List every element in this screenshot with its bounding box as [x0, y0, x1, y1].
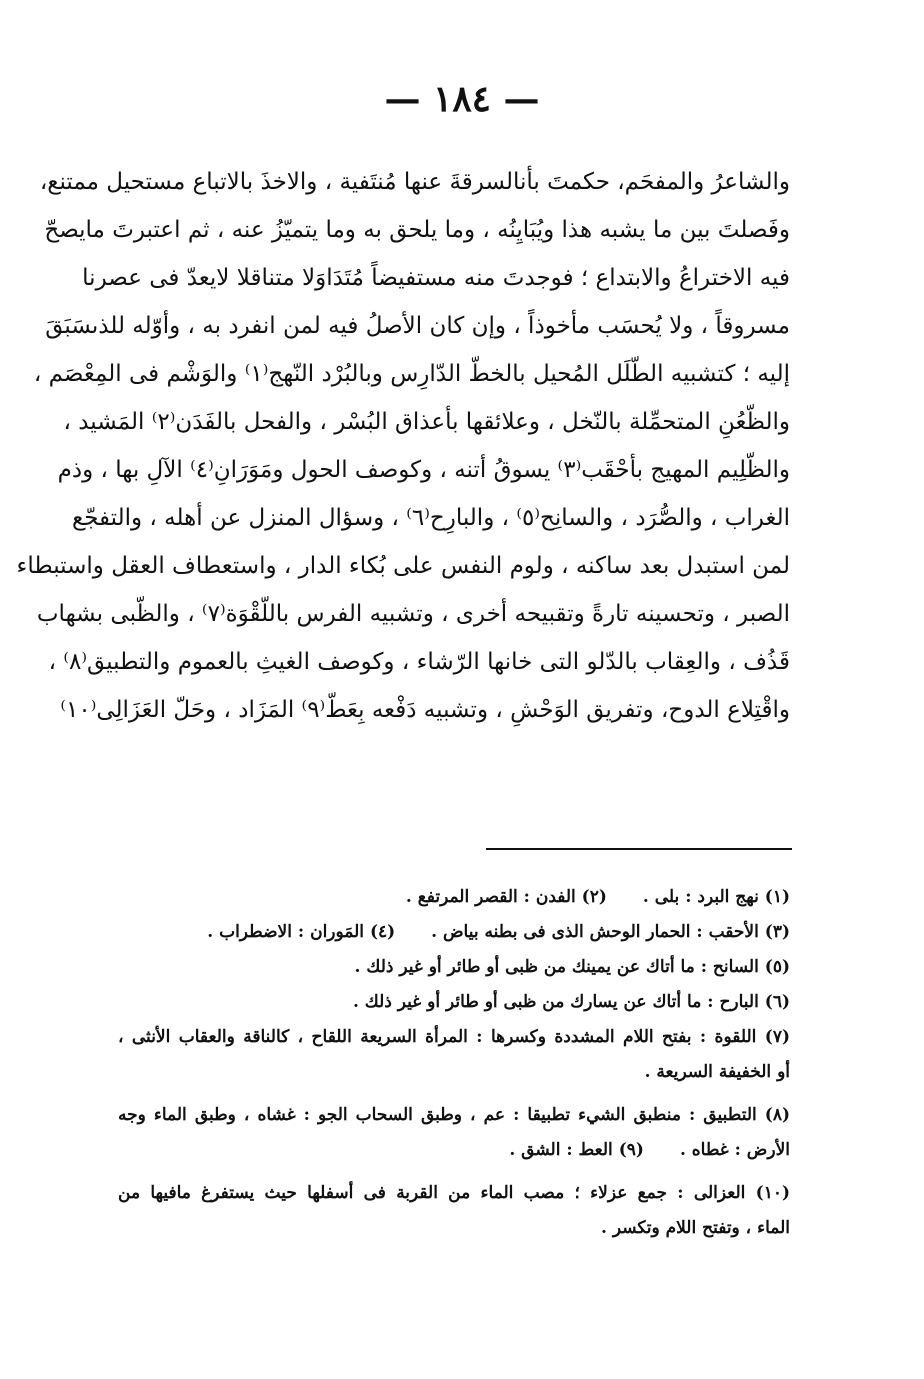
footnote-8: (٨) التطبيق : منطبق الشيء تطبيقا : عم ، وطبق السحاب الجو : غشاه ، وطبق الماء وجه — [118, 1105, 790, 1125]
footnote-7: (٧) اللقوة : بفتح اللام المشددة وكسرها : المرأة السريعة اللقاح ، كالناقة والعقاب الأنثى ، — [118, 1027, 790, 1047]
footnote-1: (١) نهج البرد : بلى . — [642, 887, 790, 907]
body-line: وفَصلتَ بين ما يشبه هذا ويُبَايِنُه ، وما يلحق به وما يتميّزُ عنه ، ثم اعتبرتَ مايصحّ — [44, 217, 790, 243]
footnote-10: (١٠) العزالى : جمع عزلاء ؛ مصب الماء من القربة فى أسفلها حيث يستفرغ مافيها من — [118, 1183, 790, 1203]
body-line: واقْتِلاع الدوح، وتفريق الوَحْشِ ، وتشبيه دَفْعه بِعَطّ⁽٩⁾ المَزَاد ، وحَلّ العَزَالِى⁽١٠⁾ — [60, 697, 790, 723]
footnote-8-continuation: الأرض : غطاه . — [679, 1140, 790, 1160]
footnotes — [118, 880, 790, 1246]
body-line: والشاعرُ والمفحَم، حكمتَ بأنالسرقةَ عنها مُنتَفية ، والاخذَ بالاتباع مستحيل ممتنع، — [39, 169, 790, 195]
body-line: الغراب ، والصُّرَد ، والسانِح⁽٥⁾ ، والبارِح⁽٦⁾ ، وسؤال المنزل عن أهله ، والتفجّع — [71, 505, 790, 531]
body-line: والظّلِيم المهيج بأحْقَب⁽٣⁾ يسوقُ أتنه ، وكوصف الحول ومَوَرَانِ⁽٤⁾ الآلِ بها ، وذم — [57, 457, 790, 483]
body-line: الصبر ، وتحسينه تارةً وتقبيحه أخرى ، وتشبيه الفرس باللّقْوَة⁽٧⁾ ، والظّبى بشهاب — [36, 601, 790, 627]
body-line: مسروقاً ، ولا يُحسَب مأخوذاً ، وإن كان الأصلُ فيه لمن انفرد به ، وأوّله للذىسَبَقَ — [45, 313, 790, 339]
footnote-2: (٢) الفدن : القصر المرتفع . — [405, 887, 607, 907]
page-number: — ١٨٤ — — [384, 78, 540, 120]
body-line: فيه الاختراعُ والابتداع ؛ فوجدتَ منه مستفيضاً مُتَدَاوَلا متناقلا لايعدّ فى عصرنا — [82, 265, 790, 291]
footnote-row — [118, 1133, 790, 1168]
footnote-row — [118, 880, 790, 915]
body-line: إليه ؛ كتشبيه الطّلَل المُحيل بالخطّ الدّارِس وبالبُرْد النّهج⁽١⁾ والوَشْم فى المِعْصَم ، — [33, 361, 790, 387]
body-text — [16, 158, 790, 734]
footnote-4: (٤) المَوران : الاضطراب . — [207, 922, 396, 942]
footnote-divider — [486, 848, 792, 850]
footnote-9: (٩) العط : الشق . — [509, 1140, 644, 1160]
footnote-5: (٥) السانح : ما أتاك عن يمينك من ظبى أو طائر أو غير ذلك . — [354, 957, 790, 977]
footnote-7-continuation: أو الخفيفة السريعة . — [644, 1062, 790, 1082]
footnote-row — [118, 915, 790, 950]
footnote-6: (٦) البارح : ما أتاك عن يسارك من ظبى أو طائر أو غير ذلك . — [352, 992, 790, 1012]
footnote-3: (٣) الأحقب : الحمار الوحش الذى فى بطنه بياض . — [431, 922, 790, 942]
body-line: لمن استبدل بعد ساكنه ، ولوم النفس على بُكاء الدار ، واستعطاف العقل واستبطاء — [16, 553, 790, 579]
body-line: قَذُف ، والعِقاب بالدّلو التى خانها الرّشاء ، وكوصف الغيثِ بالعموم والتطبيق⁽٨⁾ ، — [48, 649, 790, 675]
footnote-10-continuation: الماء ، وتفتح اللام وتكسر . — [601, 1218, 790, 1238]
body-line: والظّعُنِ المتحمِّلة بالنّخل ، وعلائقها بأعذاق البُسْر ، والفحل بالفَدَن⁽٢⁾ المَشيد ، — [63, 409, 790, 435]
